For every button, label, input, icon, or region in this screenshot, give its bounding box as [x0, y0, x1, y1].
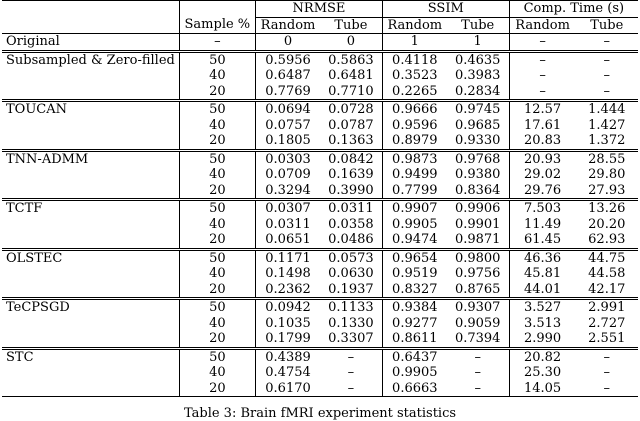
- table-cell: 0.9800: [447, 249, 509, 266]
- table-cell: 0.1639: [320, 167, 382, 183]
- table-cell: 0.9901: [447, 217, 509, 233]
- sample-percent-cell: 40: [179, 266, 255, 282]
- table-cell: 0: [320, 34, 382, 52]
- table-row: [2, 331, 638, 348]
- table-cell: 0.0694: [256, 101, 320, 118]
- table-row: [2, 316, 638, 332]
- table-cell: 29.80: [588, 167, 626, 182]
- table-cell: 0.3990: [320, 183, 382, 200]
- table-cell: 0.0728: [320, 101, 382, 118]
- table-cell: 0.4635: [447, 51, 509, 68]
- header-sub: Tube: [320, 17, 382, 34]
- table-cell: 62.93: [588, 232, 626, 247]
- table-row: [2, 118, 638, 134]
- table-cell: –: [576, 34, 638, 52]
- table-cell: 0.9384: [382, 299, 446, 316]
- table-cell: 0.9745: [447, 101, 509, 118]
- table-cell: 0.8364: [447, 183, 509, 200]
- table-cell: 0.9873: [382, 150, 446, 167]
- table-cell: –: [447, 365, 509, 381]
- table-cell: 0.4754: [265, 365, 311, 380]
- table-cell: 0.0630: [320, 266, 382, 282]
- method-label: STC: [2, 348, 179, 365]
- table-cell: 0.7394: [447, 331, 509, 348]
- table-cell: –: [603, 68, 611, 83]
- header-sub: Tube: [590, 17, 624, 33]
- table-row: [2, 167, 638, 183]
- header-row-sub: [2, 17, 638, 34]
- sample-percent-cell: 20: [179, 381, 255, 397]
- table-cell: –: [320, 365, 382, 381]
- table-cell: 61.45: [523, 232, 562, 247]
- table-cell: 11.49: [523, 216, 562, 232]
- table-cell: 0.0709: [265, 167, 311, 182]
- table-cell: 12.57: [509, 101, 575, 118]
- table-cell: 0.6170: [256, 381, 320, 397]
- method-label: Original: [2, 34, 179, 52]
- table-row: [2, 365, 638, 381]
- table-cell: 0.0307: [256, 200, 320, 217]
- table-cell: 17.61: [523, 117, 562, 133]
- table-cell: 0.8327: [392, 281, 438, 297]
- table-cell: –: [179, 34, 255, 52]
- table-cell: 44.75: [576, 249, 638, 266]
- table-cell: 42.17: [588, 281, 626, 297]
- method-label: TCTF: [2, 200, 179, 217]
- method-label: Subsampled & Zero-filled: [2, 51, 179, 68]
- table-cell: 0.8979: [392, 133, 438, 148]
- sample-percent-cell: 50: [179, 200, 255, 217]
- sample-percent-cell: 40: [179, 68, 255, 84]
- header-sub: Random: [515, 17, 570, 33]
- table-row: [2, 348, 638, 365]
- table-row: [2, 266, 638, 282]
- header-row-groups: [2, 1, 638, 18]
- table-cell: 13.26: [576, 200, 638, 217]
- header-sub: Tube: [447, 17, 509, 34]
- table-cell: –: [603, 365, 611, 380]
- table-cell: 0.0787: [320, 118, 382, 134]
- sample-percent-cell: 40: [179, 217, 255, 233]
- table-cell: 0.0573: [320, 249, 382, 266]
- table-row: [2, 232, 638, 249]
- table-cell: 20.20: [588, 216, 626, 232]
- table-cell: 0.2834: [447, 84, 509, 101]
- table-cell: 0.0757: [265, 117, 311, 133]
- table-cell: 0.7769: [265, 83, 311, 99]
- table-cell: 0.0358: [320, 217, 382, 233]
- table-row: [2, 200, 638, 217]
- header-ssim: SSIM: [382, 1, 509, 18]
- method-label: TeCPSGD: [2, 299, 179, 316]
- table-cell: 0.9499: [392, 167, 438, 182]
- table-row: [2, 217, 638, 233]
- table-cell: 27.93: [588, 182, 626, 198]
- table-cell: –: [447, 381, 509, 397]
- table-cell: 0.3294: [265, 182, 311, 198]
- table-cell: 2.551: [588, 331, 626, 346]
- table-row: [2, 150, 638, 167]
- table-cell: –: [539, 83, 546, 99]
- sample-percent-cell: 50: [179, 150, 255, 167]
- table-row: [2, 68, 638, 84]
- table-cell: –: [509, 34, 575, 52]
- table-cell: –: [576, 348, 638, 365]
- table-cell: 0.1937: [320, 282, 382, 299]
- method-label: OLSTEC: [2, 249, 179, 266]
- table-cell: –: [603, 83, 611, 99]
- table-cell: 2.990: [523, 331, 562, 346]
- table-cell: 7.503: [509, 200, 575, 217]
- table-cell: 1.427: [588, 117, 626, 133]
- table-cell: –: [320, 381, 382, 397]
- table-cell: 0.9330: [447, 133, 509, 150]
- table-cell: 0.9666: [382, 101, 446, 118]
- table-cell: 0: [256, 34, 320, 52]
- sample-percent-cell: 20: [179, 282, 255, 299]
- table-cell: 0.1799: [265, 331, 311, 346]
- table-row: [2, 249, 638, 266]
- sample-percent-cell: 50: [179, 299, 255, 316]
- table-cell: 0.8765: [447, 282, 509, 299]
- method-label: TOUCAN: [2, 101, 179, 118]
- sample-percent-cell: 20: [179, 232, 255, 249]
- table-cell: 0.9380: [447, 167, 509, 183]
- results-table: [2, 0, 638, 397]
- table-cell: 0.9871: [447, 232, 509, 249]
- table-row: [2, 84, 638, 101]
- table-cell: 46.36: [509, 249, 575, 266]
- table-cell: 0.2362: [265, 281, 311, 297]
- table-cell: 0.6663: [382, 381, 446, 397]
- sample-percent-cell: 50: [179, 249, 255, 266]
- table-cell: 0.7710: [320, 84, 382, 101]
- table-cell: 0.3983: [447, 68, 509, 84]
- table-cell: 0.6487: [265, 68, 311, 83]
- table-cell: 0.1035: [265, 315, 311, 331]
- sample-percent-cell: 20: [179, 331, 255, 348]
- table-cell: 1.444: [576, 101, 638, 118]
- table-cell: 0.2265: [392, 83, 438, 99]
- table-cell: 0.0311: [265, 216, 311, 232]
- table-cell: 0.9474: [392, 232, 438, 247]
- table-cell: 0.6437: [382, 348, 446, 365]
- table-cell: 44.01: [523, 281, 562, 297]
- table-cell: 20.83: [523, 133, 562, 148]
- table-cell: 0.9905: [392, 216, 438, 232]
- table-body: [2, 51, 638, 397]
- table-cell: 28.55: [576, 150, 638, 167]
- header-sub: Random: [387, 17, 443, 33]
- table-cell: 0.1171: [256, 249, 320, 266]
- table-cell: 20.93: [509, 150, 575, 167]
- table-cell: 1: [382, 34, 446, 52]
- table-cell: 0.3307: [320, 331, 382, 348]
- sample-percent-cell: 50: [179, 51, 255, 68]
- table-row: [2, 133, 638, 150]
- table-cell: 0.1805: [265, 133, 311, 148]
- table-cell: –: [509, 51, 575, 68]
- method-label: TNN-ADMM: [2, 150, 179, 167]
- table-cell: 0.9519: [392, 266, 438, 281]
- table-cell: 0.1330: [320, 316, 382, 332]
- table-cell: 0.9905: [392, 365, 438, 380]
- table-cell: 0.9596: [392, 117, 438, 133]
- table-cell: 0.9277: [392, 315, 438, 331]
- sample-percent-cell: 50: [179, 348, 255, 365]
- sample-percent-cell: 20: [179, 133, 255, 150]
- table-caption: Table 3: Brain fMRI experiment statistics: [183, 406, 457, 421]
- table-cell: 0.9307: [447, 299, 509, 316]
- sample-percent-cell: 20: [179, 183, 255, 200]
- table-cell: 1: [447, 34, 509, 52]
- table-cell: 0.0651: [265, 232, 311, 247]
- header-sample-percent: Sample %: [179, 17, 255, 34]
- table-cell: 0.1133: [320, 299, 382, 316]
- table-cell: 2.991: [576, 299, 638, 316]
- table-cell: 25.30: [523, 365, 562, 380]
- table-row: [2, 282, 638, 299]
- header-nrmse: NRMSE: [256, 1, 383, 18]
- table-cell: 0.4118: [382, 51, 446, 68]
- header-comp-time: Comp. Time (s): [509, 1, 638, 18]
- table-cell: 0.5956: [256, 51, 320, 68]
- table-cell: 0.7799: [392, 182, 438, 198]
- table-cell: 0.3523: [392, 68, 438, 83]
- table-cell: 0.8611: [392, 331, 438, 346]
- table-cell: –: [539, 68, 546, 83]
- table-cell: 20.82: [509, 348, 575, 365]
- table-cell: –: [576, 51, 638, 68]
- sample-percent-cell: 40: [179, 167, 255, 183]
- table-cell: –: [576, 381, 638, 397]
- table-cell: –: [447, 348, 509, 365]
- table-cell: 0.1498: [265, 266, 311, 281]
- table-cell: 0.5863: [320, 51, 382, 68]
- table-cell: 0.9756: [447, 266, 509, 282]
- table-cell: 0.0842: [320, 150, 382, 167]
- table-cell: 0.9768: [447, 150, 509, 167]
- table-cell: 0.9906: [447, 200, 509, 217]
- table-cell: 3.513: [523, 315, 562, 331]
- sample-percent-cell: 20: [179, 84, 255, 101]
- table-row: [2, 299, 638, 316]
- sample-percent-cell: 50: [179, 101, 255, 118]
- header-sub: Random: [260, 17, 316, 33]
- table-cell: 45.81: [523, 266, 562, 281]
- table-row-original: [2, 34, 638, 52]
- table-cell: 0.9907: [382, 200, 446, 217]
- sample-percent-cell: 40: [179, 118, 255, 134]
- table-cell: 29.76: [523, 182, 562, 198]
- table-cell: 0.0303: [256, 150, 320, 167]
- table-cell: 0.1363: [320, 133, 382, 150]
- table-row: [2, 101, 638, 118]
- table-cell: 3.527: [509, 299, 575, 316]
- table-row: [2, 381, 638, 397]
- table-cell: 0.0942: [256, 299, 320, 316]
- sample-percent-cell: 40: [179, 365, 255, 381]
- table-cell: 0.9059: [447, 316, 509, 332]
- table-cell: 29.02: [523, 167, 562, 182]
- sample-percent-cell: 40: [179, 316, 255, 332]
- table-cell: 0.6481: [320, 68, 382, 84]
- table-cell: 0.4389: [256, 348, 320, 365]
- table-cell: 0.9654: [382, 249, 446, 266]
- table-cell: 0.0311: [320, 200, 382, 217]
- table-cell: 2.727: [588, 315, 626, 331]
- table-cell: 0.9685: [447, 118, 509, 134]
- table-cell: 14.05: [509, 381, 575, 397]
- table-cell: 0.0486: [320, 232, 382, 249]
- table-cell: 44.58: [588, 266, 626, 281]
- table-cell: –: [320, 348, 382, 365]
- table-cell: 1.372: [588, 133, 626, 148]
- table-row: [2, 51, 638, 68]
- table-row: [2, 183, 638, 200]
